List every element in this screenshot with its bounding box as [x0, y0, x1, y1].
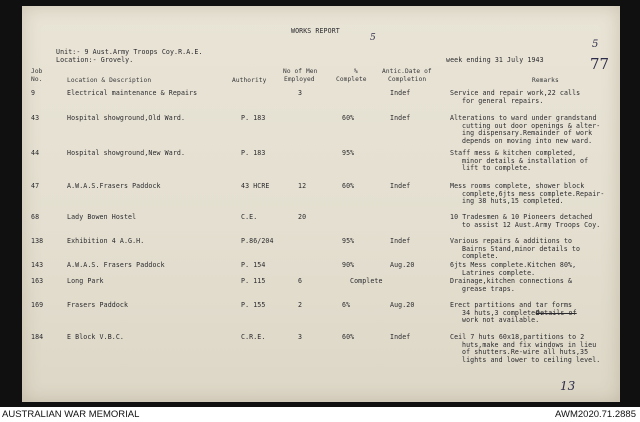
header-job-no: Job — [31, 68, 43, 75]
job-remarks-line: Latrines complete. — [462, 268, 536, 277]
job-percent-complete: 95% — [342, 237, 355, 245]
job-men: 2 — [298, 301, 303, 309]
job-men: 6 — [298, 277, 303, 285]
header-men: No of Men — [283, 68, 318, 75]
unit-line: Unit:- 9 Aust.Army Troops Coy.R.A.E. — [56, 48, 203, 56]
job-remarks-line: Ceil 7 huts 60x18,partitions to 2 — [450, 333, 585, 341]
job-remarks-line: ing dispensary.Remainder of work — [462, 129, 593, 138]
job-remarks-line: huts,make and fix windows in lieu — [462, 340, 597, 349]
job-remarks-line: 10 Tradesmen & 10 Pioneers detached — [450, 213, 593, 221]
footer-accession: AWM2020.71.2885 — [555, 409, 636, 420]
job-remarks-line: ing 38 huts,15 completed. — [462, 197, 564, 206]
job-location: E Block V.B.C. — [67, 333, 124, 341]
job-remarks-line: Various repairs & additions to — [450, 237, 573, 245]
job-remarks-line: for general repairs. — [462, 96, 544, 105]
job-men: 3 — [298, 333, 303, 341]
job-percent-complete: Complete — [350, 277, 383, 285]
header-percent: % — [354, 68, 358, 75]
job-remarks-line: lights and lower to ceiling level. — [462, 355, 601, 364]
header-men-2: Employed — [284, 76, 315, 83]
job-percent-complete: 60% — [342, 182, 355, 190]
job-location: Hospital showground,Old Ward. — [67, 114, 186, 122]
job-remarks-line: Erect partitions and tar forms — [450, 301, 573, 309]
job-authority: P. 155 — [241, 301, 266, 309]
job-authority: P. 154 — [241, 261, 266, 269]
job-remarks-line: to assist 12 Aust.Army Troops Coy. — [462, 220, 601, 229]
job-location: Hospital showground,New Ward. — [67, 149, 186, 157]
job-remarks-line: work not available. — [462, 316, 540, 325]
job-authority: P. 183 — [241, 114, 266, 122]
pencil-mark-top: 5 — [370, 33, 376, 43]
header-date: Antic.Date of — [382, 68, 432, 75]
job-percent-complete: 60% — [342, 333, 355, 341]
job-number: 143 — [31, 261, 44, 269]
job-number: 138 — [31, 237, 44, 245]
job-number: 43 — [31, 114, 40, 122]
header-date-2: Completion — [388, 76, 427, 83]
job-men: 3 — [298, 89, 303, 97]
job-percent-complete: 60% — [342, 114, 355, 122]
header-remarks: Remarks — [532, 77, 559, 84]
header-job-no-2: No. — [31, 76, 43, 83]
job-remarks-line: cutting out door openings & alter- — [462, 121, 601, 130]
job-remarks-line: complete. — [462, 252, 499, 261]
job-location: Exhibition 4 A.G.H. — [67, 237, 145, 245]
job-men: 20 — [298, 213, 307, 221]
job-location: A.W.A.S. Frasers Paddock — [67, 261, 165, 269]
job-remarks-line: Drainage,kitchen connections & — [450, 277, 573, 285]
job-number: 9 — [31, 89, 36, 97]
pencil-mark-bottom: 13 — [560, 379, 576, 393]
job-authority: P. 115 — [241, 277, 266, 285]
job-location: Electrical maintenance & Repairs — [67, 89, 198, 97]
job-remarks-line: complete,6jts mess complete.Repair- — [462, 189, 605, 198]
job-percent-complete: 95% — [342, 149, 355, 157]
job-authority: P. 183 — [241, 149, 266, 157]
header-location: Location & Description — [67, 77, 152, 84]
job-location: Frasers Paddock — [67, 301, 129, 309]
job-remarks-line: Bairns Stand,minor details to — [462, 244, 581, 253]
page-number-annotation: 77 — [590, 55, 610, 73]
job-number: 47 — [31, 182, 40, 190]
job-remarks-struck: Details of — [536, 308, 577, 317]
job-remarks-line: of shutters.Re-wire all huts,35 — [462, 348, 589, 357]
job-remarks-line: minor details & installation of — [462, 156, 589, 165]
job-percent-complete: 90% — [342, 261, 355, 269]
job-authority: C.E. — [241, 213, 258, 221]
job-location: Lady Bowen Hostel — [67, 213, 137, 221]
job-percent-complete: 6% — [342, 301, 351, 309]
job-location: Long Park — [67, 277, 104, 285]
job-number: 44 — [31, 149, 40, 157]
job-authority: 43 HCRE — [241, 182, 270, 190]
job-number: 163 — [31, 277, 44, 285]
job-completion-date: Indef — [390, 237, 411, 245]
job-completion-date: Indef — [390, 333, 411, 341]
job-remarks-line: lift to complete. — [462, 164, 532, 173]
job-completion-date: Indef — [390, 89, 411, 97]
job-remarks-line: Alterations to ward under grandstand — [450, 114, 597, 122]
job-completion-date: Aug.20 — [390, 261, 415, 269]
job-remarks-line: Service and repair work,22 calls — [450, 89, 581, 97]
report-sheet — [22, 6, 620, 402]
location-line: Location:- Grovely. — [56, 56, 134, 64]
job-remarks-line: Staff mess & kitchen completed, — [450, 149, 577, 157]
pencil-mark-5: 5 — [592, 39, 599, 50]
report-title: WORKS REPORT — [291, 27, 340, 35]
week-ending: week ending 31 July 1943 — [446, 56, 544, 64]
job-number: 184 — [31, 333, 44, 341]
job-remarks-line: depends on moving into new ward. — [462, 136, 593, 145]
job-number: 68 — [31, 213, 40, 221]
header-authority: Authority — [232, 77, 267, 84]
footer-source: AUSTRALIAN WAR MEMORIAL — [2, 409, 140, 420]
header-complete: Complete — [336, 76, 367, 83]
job-authority: P.86/204 — [241, 237, 274, 245]
job-completion-date: Indef — [390, 114, 411, 122]
job-authority: C.R.E. — [241, 333, 266, 341]
job-location: A.W.A.S.Frasers Paddock — [67, 182, 161, 190]
job-remarks-line: 34 huts,3 completed. — [462, 308, 544, 317]
job-number: 169 — [31, 301, 44, 309]
job-completion-date: Aug.20 — [390, 301, 415, 309]
archive-footer — [0, 407, 640, 422]
job-remarks-line: 6jts Mess complete.Kitchen 80%, — [450, 261, 577, 269]
job-remarks-line: Mess rooms complete, shower block — [450, 182, 585, 190]
job-remarks-line: grease traps. — [462, 284, 515, 293]
job-men: 12 — [298, 182, 307, 190]
job-completion-date: Indef — [390, 182, 411, 190]
